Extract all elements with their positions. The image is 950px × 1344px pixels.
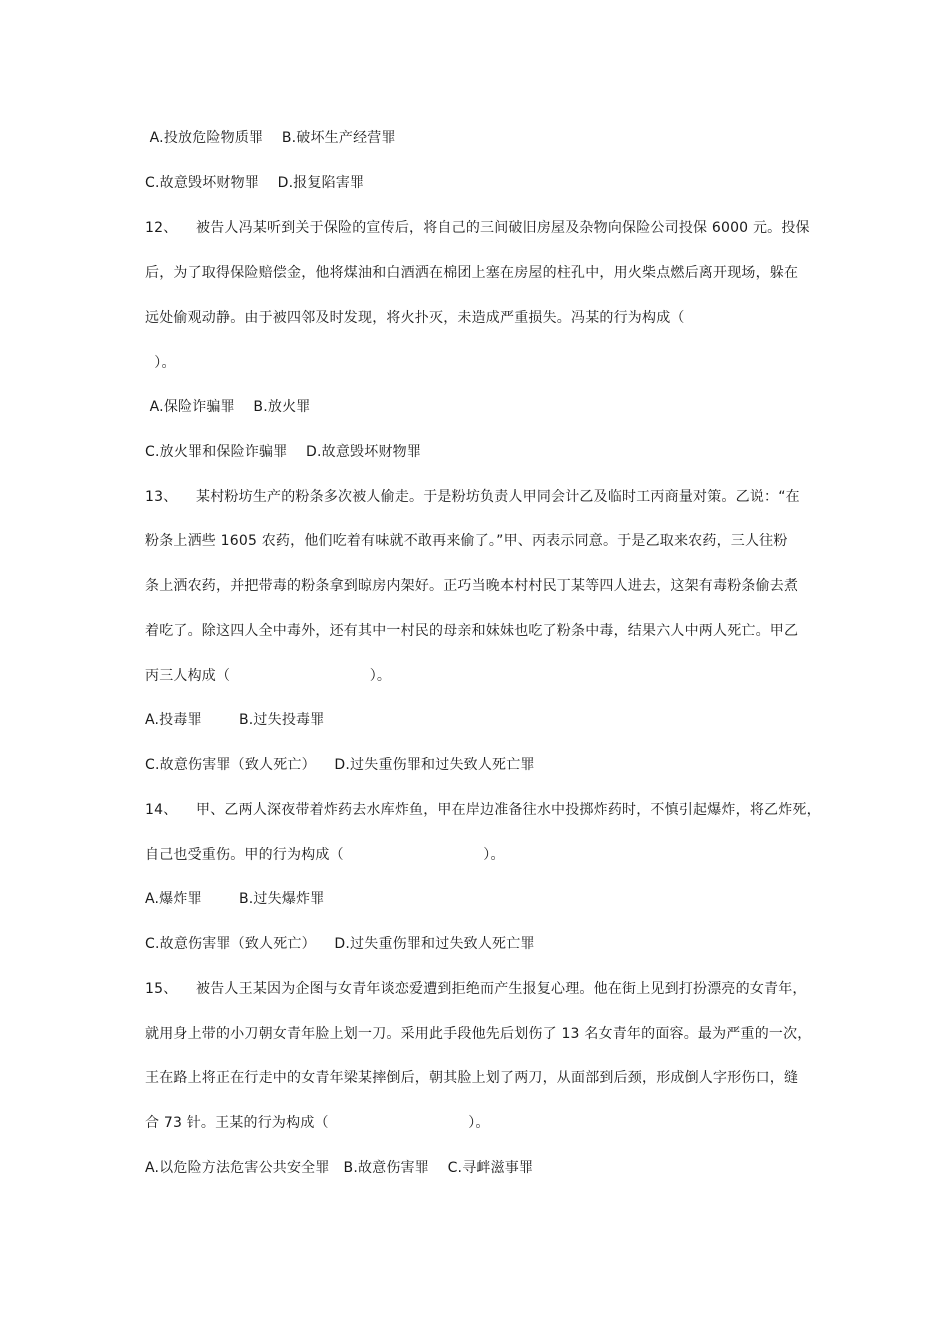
q14-options-ab: A.爆炸罪 B.过失爆炸罪 [145, 891, 325, 907]
q12-options-ab: A.保险诈骗罪 B.放火罪 [145, 399, 311, 415]
q15-stem-line-1: 15、 被告人王某因为企图与女青年谈恋爱遭到拒绝而产生报复心理。他在街上见到打扮漂亮的女青年， [145, 981, 807, 997]
q12-stem-line-1: 12、 被告人冯某听到关于保险的宣传后，将自己的三间破旧房屋及杂物向保险公司投保 6000 元。投保 [145, 220, 810, 236]
q15-options-abc: A.以危险方法危害公共安全罪 B.故意伤害罪 C.寻衅滋事罪 [145, 1160, 534, 1176]
q14-stem-line-1: 14、 甲、乙两人深夜带着炸药去水库炸鱼，甲在岸边准备往水中投掷炸药时，不慎引起爆炸，将乙炸死， [145, 802, 821, 818]
q13-stem-line-1: 13、 某村粉坊生产的粉条多次被人偷走。于是粉坊负责人甲同会计乙及临时工丙商量对策。乙说：“在 [145, 489, 800, 505]
q13-stem-line-3: 条上洒农药，并把带毒的粉条拿到晾房内架好。正巧当晚本村村民丁某等四人进去，这架有毒粉条偷去煮 [145, 578, 799, 594]
q11-options-ab: A.投放危险物质罪 B.破坏生产经营罪 [145, 130, 396, 146]
q12-stem-line-2: 后，为了取得保险赔偿金，他将煤油和白酒洒在棉团上塞在房屋的柱孔中，用火柴点燃后离开现场，躲在 [145, 265, 799, 281]
q14-options-cd: C.故意伤害罪（致人死亡） D.过失重伤罪和过失致人死亡罪 [145, 936, 535, 952]
q12-stem-line-3: 远处偷观动静。由于被四邻及时发现，将火扑灭，未造成严重损失。冯某的行为构成（ [145, 310, 685, 326]
q11-options-cd: C.故意毁坏财物罪 D.报复陷害罪 [145, 175, 365, 191]
q14-stem-line-2: 自己也受重伤。甲的行为构成（ ）。 [145, 847, 505, 863]
q12-options-cd: C.放火罪和保险诈骗罪 D.故意毁坏财物罪 [145, 444, 422, 460]
q12-stem-line-4: ）。 [145, 355, 176, 371]
q15-stem-line-2: 就用身上带的小刀朝女青年脸上划一刀。采用此手段他先后划伤了 13 名女青年的面容。最为严重的一次， [145, 1026, 812, 1042]
q13-options-ab: A.投毒罪 B.过失投毒罪 [145, 712, 325, 728]
q13-stem-line-2: 粉条上洒些 1605 农药，他们吃着有味就不敢再来偷了。”甲、丙表示同意。于是乙取来农药，三人往粉 [145, 533, 788, 549]
q13-options-cd: C.故意伤害罪（致人死亡） D.过失重伤罪和过失致人死亡罪 [145, 757, 535, 773]
q15-stem-line-3: 王在路上将正在行走中的女青年梁某摔倒后，朝其脸上划了两刀，从面部到后颈，形成倒人字形伤口，缝 [145, 1070, 799, 1086]
q13-stem-line-5: 丙三人构成（ ）。 [145, 668, 392, 684]
q13-stem-line-4: 着吃了。除这四人全中毒外，还有其中一村民的母亲和妹妹也吃了粉条中毒，结果六人中两人死亡。甲乙 [145, 623, 799, 639]
q15-stem-line-4: 合 73 针。王某的行为构成（ ）。 [145, 1115, 490, 1131]
